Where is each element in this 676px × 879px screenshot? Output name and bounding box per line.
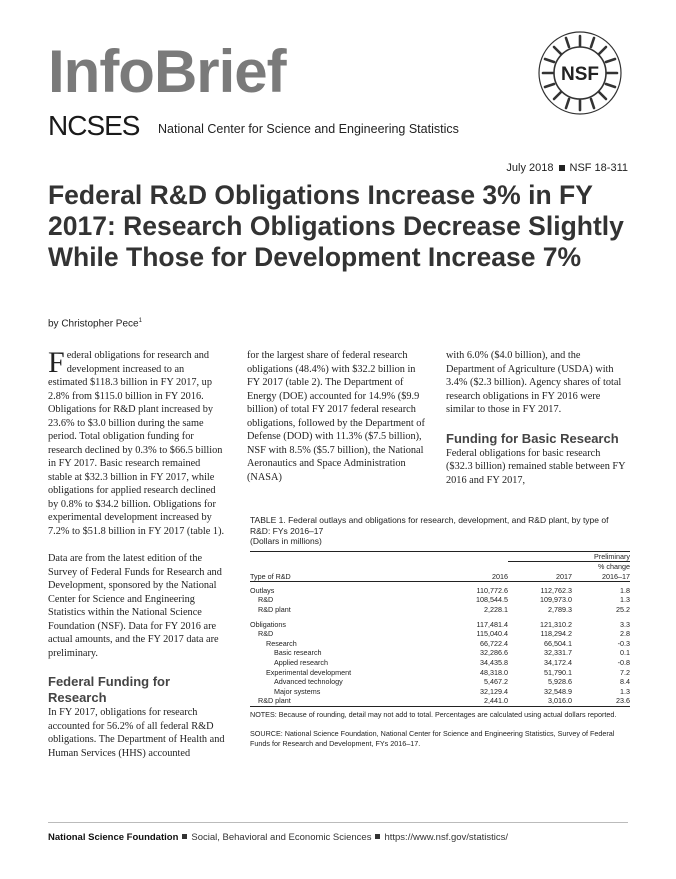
square-bullet-icon	[559, 165, 565, 171]
table-header-row	[250, 572, 630, 582]
table-units: (Dollars in millions)	[250, 536, 322, 546]
table-1	[250, 515, 630, 748]
table-header-row	[250, 551, 630, 562]
table-row: Outlays 110,772.6 112,762.3 1.8	[250, 585, 630, 595]
table-row: R&D plant 2,441.0 3,016.0 23.6	[250, 696, 630, 706]
byline-footnote-mark: 1	[138, 318, 142, 324]
table-row: Obligations 117,481.4 121,310.2 3.3	[250, 619, 630, 629]
footer-directorate: Social, Behavioral and Economic Sciences	[191, 832, 372, 843]
column-1	[48, 346, 226, 774]
footer-divider	[48, 822, 628, 823]
nsf-logo-icon	[537, 30, 623, 116]
intro-paragraph	[48, 346, 226, 538]
table-title-text: TABLE 1. Federal outlays and obligations for research, development, and R&D plant, by type of R&D: FYs 2016–17	[250, 515, 609, 536]
table-row: Advanced technology 5,467.2 5,928.6 8.4	[274, 677, 630, 687]
pct-change-header: % change	[598, 562, 630, 572]
data-source-paragraph: Data are from the latest edition of the Survey of Federal Funds for Research and Development, sponsored by the National Center for Science and Engineering Statistics within the National Science Foundation (NSF). Data for FY 2016 are actual amounts, and the FY 2017 data are preliminary.	[48, 553, 222, 659]
table-row: Experimental development 48,318.0 51,790.1 7.2	[266, 667, 630, 677]
table-row: Applied research 34,435.8 34,172.4 -0.8	[274, 657, 630, 667]
funding-paragraph: In FY 2017, obligations for research accounted for 56.2% of all federal R&D obligations. The Department of Health and Human Services (HHS) accounted	[48, 707, 225, 759]
section-heading-basic: Funding for Basic Research	[446, 430, 619, 446]
ncses-wordmark: NCSES	[48, 110, 140, 141]
column-3-paragraph: with 6.0% ($4.0 billion), and the Department of Agriculture (USDA) with 3.4% ($2.3 billion). Agency shares of total research obligations in FY 2016 were similar to those in FY 2017.	[446, 350, 622, 415]
table-notes: NOTES: Because of rounding, detail may not add to total. Percentages are calculated using actual dollars reported.	[250, 709, 617, 719]
issue-date	[506, 162, 628, 174]
table-row: Major systems 32,129.4 32,548.9 1.3	[274, 686, 630, 696]
table-row: Basic research 32,286.6 32,331.7 0.1	[274, 648, 630, 658]
column-2-paragraph: for the largest share of federal research obligations (48.4%) with $32.2 billion in FY 2017 (table 2). The Department of Energy (DOE) accounted for 14.9% ($9.9 billion) of total FY 2017 federal research obligations, followed by the Department of Defense (DOD) with 11.3% ($7.5 billion), NSF with 8.5% ($5.7 billion), the National Aeronautics and Space Administration (NASA)	[247, 350, 425, 483]
footer-url-link[interactable]: https://www.nsf.gov/statistics/	[384, 832, 508, 843]
preliminary-header: Preliminary	[508, 551, 630, 562]
column-3	[446, 349, 628, 501]
data-table	[250, 551, 630, 707]
year-2016-header: 2016	[492, 571, 508, 581]
drop-cap: F	[48, 346, 65, 379]
table-header-row	[250, 562, 630, 572]
report-id: NSF 18-311	[569, 162, 628, 174]
byline-text: by Christopher Pece	[48, 318, 139, 330]
footer	[48, 832, 508, 843]
table-row: R&D plant 2,228.1 2,789.3 25.2	[258, 604, 630, 614]
footer-org: National Science Foundation	[48, 832, 179, 843]
pct-change-years-header: 2016–17	[602, 571, 630, 581]
table-row: R&D 115,040.4 118,294.2 2.8	[258, 629, 630, 639]
table-source: SOURCE: National Science Foundation, National Center for Science and Engineering Statistics, Survey of Federal Funds for Research and Development, FYs 2016–17.	[250, 729, 615, 748]
year-2017-header: 2017	[556, 571, 572, 581]
intro-text: ederal obligations for research and development increased to an estimated $118.3 billion in FY 2017, up 2.8% from $115.0 billion in FY 2016. Obligations for R&D plant increased by 23.6% to $3.0 billion during the same period. Total obligation funding for research declined by 0.3% to $66.5 billion in FY 2017. Basic research remained stable at $32.3 billion in FY 2017, while obligations for applied research declined by 0.8% to $34.2 billion. Obligations for experimental development increased by 7.2% to $51.8 billion in FY 2017 (table 1).	[48, 350, 225, 537]
brand-title: InfoBrief	[48, 38, 286, 105]
logo-text: NSF	[561, 64, 599, 85]
byline	[48, 318, 142, 329]
page-title: Federal R&D Obligations Increase 3% in FY 2017: Research Obligations Decrease Slightly While Those for Development Increase 7%	[48, 180, 624, 272]
table-row: R&D 108,544.5 109,973.0 1.3	[258, 595, 630, 605]
table-title	[250, 515, 630, 547]
table-row: Research 66,722.4 66,504.1 -0.3	[266, 638, 630, 648]
square-bullet-icon	[375, 834, 380, 839]
section-heading-funding: Federal Funding for Research	[48, 674, 171, 705]
basic-research-paragraph: Federal obligations for basic research ($32.3 billion) remained stable between FY 2016 and FY 2017,	[446, 447, 626, 486]
date-text: July 2018	[506, 162, 554, 174]
type-header: Type of R&D	[250, 571, 291, 581]
square-bullet-icon	[182, 834, 187, 839]
org-full-name: National Center for Science and Engineering Statistics	[158, 122, 459, 136]
column-2	[247, 349, 427, 498]
